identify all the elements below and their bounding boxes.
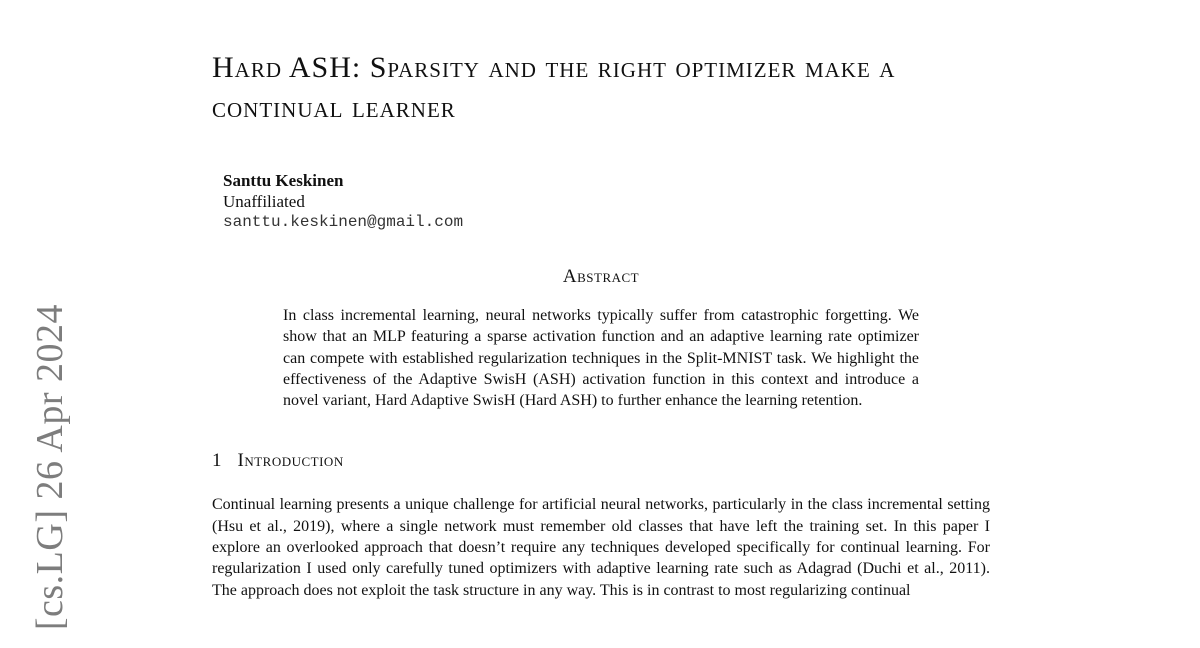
- author-block: [223, 170, 990, 233]
- author-affiliation: Unaffiliated: [223, 192, 305, 211]
- paper-page: [212, 48, 990, 601]
- paper-title: Hard ASH: Sparsity and the right optimizer make a continual learner: [212, 51, 896, 124]
- author-email: santtu.keskinen@gmail.com: [223, 213, 464, 231]
- section-number: 1: [212, 450, 222, 472]
- arxiv-stamp-text: [cs.LG] 26 Apr 2024: [29, 304, 71, 631]
- section-heading: [212, 449, 990, 473]
- arxiv-side-stamp: [0, 0, 80, 648]
- author-name: Santtu Keskinen: [223, 171, 344, 190]
- abstract-text: In class incremental learning, neural networks typically suffer from catastrophic forgetting. We show that an MLP featuring a sparse activation function and an adaptive learning rate optimizer can compete with established regularization techniques in the Split-MNIST task. We highlight the effectiveness of the Adaptive SwisH (ASH) activation function in this context and introduce a novel variant, Hard Adaptive SwisH (Hard ASH) to further enhance the learning retention.: [283, 307, 919, 410]
- abstract-heading: Abstract: [562, 266, 640, 287]
- introduction-text: Continual learning presents a unique challenge for artificial neural networks, particularly in the class incremental setting (Hsu et al., 2019), where a single network must remember old classes that have left the training set. In this paper I explore an overlooked approach that doesn’t require any techniques developed specifically for continual learning. For regularization I used only carefully tuned optimizers with adaptive learning rate such as Adagrad (Duchi et al., 2011). The approach does not exploit the task structure in any way. This is in contrast to most regularizing continual: [212, 496, 990, 599]
- section-title: Introduction: [237, 450, 344, 472]
